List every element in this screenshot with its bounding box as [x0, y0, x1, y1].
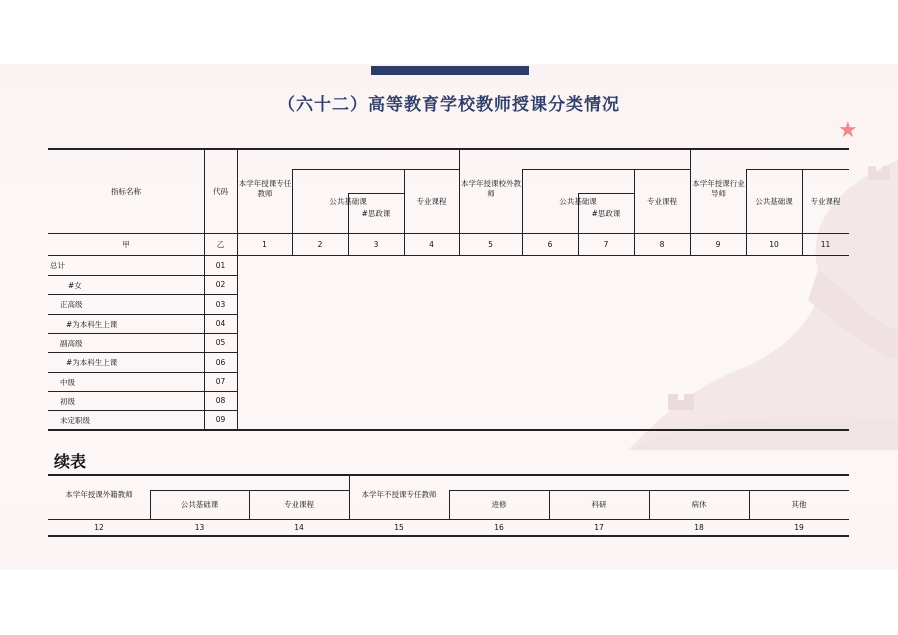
- table-row-code: 01: [215, 260, 226, 270]
- header-indicator-name: 指标名称: [111, 186, 141, 196]
- table-row-label: 正高级: [60, 300, 83, 309]
- continued-header-12: 本学年授课外籍教师: [65, 490, 133, 500]
- continued-col-number: 18: [694, 522, 704, 532]
- col-number: 3: [373, 239, 379, 249]
- table-row-code: 07: [215, 377, 226, 387]
- header-col-10: 公共基础课: [755, 196, 793, 206]
- col-number: 4: [429, 239, 434, 249]
- continued-col-number: 17: [594, 522, 604, 532]
- header-col-11: 专业课程: [810, 196, 841, 206]
- number-row-a: 甲: [122, 239, 130, 249]
- table-row-label: #为本科生上课: [66, 358, 118, 367]
- continued-header-18: 病休: [691, 500, 707, 510]
- table-row-label: #女: [68, 280, 82, 290]
- continued-col-number: 15: [394, 522, 404, 532]
- table-row-label: 未定职级: [60, 415, 90, 425]
- table-row-code: 04: [215, 319, 226, 329]
- header-col-6: 公共基础课: [559, 196, 597, 206]
- col-number: 10: [769, 239, 779, 249]
- col-number: 7: [603, 239, 609, 249]
- col-number: 8: [659, 239, 665, 249]
- header-col-8: 专业课程: [647, 196, 677, 206]
- table-row-label: #为本科生上课: [66, 319, 118, 329]
- table-row-label: 总计: [50, 261, 65, 270]
- continued-header-13: 公共基础课: [180, 500, 219, 510]
- continued-header-19: 其他: [791, 500, 807, 510]
- table-row-label: 中级: [60, 377, 75, 387]
- continued-header-16: 进修: [491, 500, 507, 510]
- header-col-9: 本学年授课行业导师: [692, 179, 745, 198]
- table-row-code: 05: [215, 338, 226, 348]
- continued-col-number: 12: [94, 522, 104, 532]
- table-row-label: 副高级: [60, 338, 83, 348]
- star-icon: ★: [838, 118, 858, 143]
- table-row-code: 08: [215, 396, 226, 406]
- continued-heading: 续表: [54, 452, 87, 471]
- col-number: 11: [820, 239, 831, 249]
- col-number: 6: [547, 239, 553, 249]
- continued-col-number: 13: [194, 522, 205, 532]
- header-col-7: #思政课: [591, 208, 621, 218]
- col-number: 9: [715, 239, 721, 249]
- continued-header-14: 专业课程: [284, 500, 314, 510]
- header-col-1: 本学年授课专任教师: [238, 179, 292, 198]
- table-row-label: 初级: [60, 396, 75, 406]
- header-col-3: #思政课: [361, 208, 391, 218]
- continued-header-15: 本学年不授课专任教师: [361, 490, 437, 500]
- header-col-4: 专业课程: [416, 196, 447, 206]
- col-number: 5: [488, 239, 493, 249]
- header-code: 代码: [213, 186, 228, 196]
- title-accent-bar: [371, 66, 529, 75]
- table-row-code: 09: [215, 415, 226, 425]
- table-row-code: 06: [215, 357, 226, 367]
- table-row-code: 02: [215, 280, 226, 290]
- continued-header-17: 科研: [591, 500, 607, 510]
- col-number: 1: [262, 239, 267, 249]
- continued-col-number: 14: [294, 522, 304, 532]
- continued-col-number: 19: [794, 522, 804, 532]
- header-col-5: 本学年授课校外教师: [461, 179, 521, 198]
- header-col-2: 公共基础课: [329, 196, 367, 206]
- col-number: 2: [317, 239, 323, 249]
- page-title: （六十二）高等教育学校教师授课分类情况: [278, 95, 620, 115]
- number-row-b: 乙: [216, 239, 225, 249]
- table-row-code: 03: [215, 299, 226, 309]
- continued-col-number: 16: [494, 522, 504, 532]
